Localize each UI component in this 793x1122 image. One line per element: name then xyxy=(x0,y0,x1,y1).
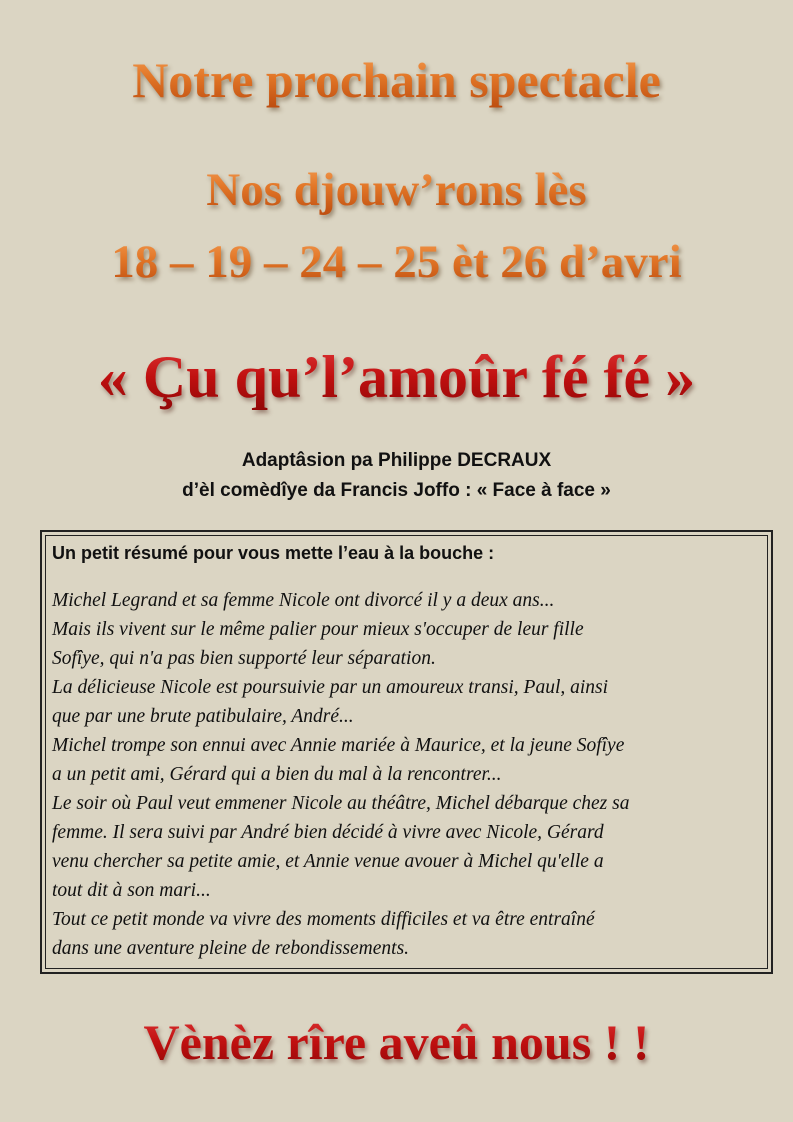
summary-heading: Un petit résumé pour vous mette l’eau à la bouche : xyxy=(52,543,495,563)
summary-line: La délicieuse Nicole est poursuivie par un amoureux transi, Paul, ainsi xyxy=(52,677,609,698)
performance-dates: 18 – 19 – 24 – 25 èt 26 d’avri xyxy=(0,232,793,292)
summary-line: femme. Il sera suivi par André bien décidé à vivre avec Nicole, Gérard xyxy=(52,822,604,843)
dates-intro: Nos djouw’rons lès xyxy=(0,160,793,220)
summary-text xyxy=(52,586,761,963)
summary-line: dans une aventure pleine de rebondissements. xyxy=(52,938,410,959)
summary-line: Sofîye, qui n'a pas bien supporté leur séparation. xyxy=(52,648,436,669)
summary-line: tout dit à son mari... xyxy=(52,880,211,901)
summary-line: Michel Legrand et sa femme Nicole ont divorcé il y a deux ans... xyxy=(52,590,555,611)
summary-box xyxy=(40,530,773,974)
closing-invitation: Vènèz rîre aveû nous ! ! xyxy=(0,1010,793,1074)
summary-line: venu chercher sa petite amie, et Annie venue avouer à Michel qu'elle a xyxy=(52,851,604,872)
original-play-credit: d’èl comèdîye da Francis Joffo : « Face à face » xyxy=(182,480,611,501)
summary-line: a un petit ami, Gérard qui a bien du mal à la rencontrer... xyxy=(52,764,502,785)
play-title: « Çu qu’l’amoûr fé fé » xyxy=(0,340,793,414)
page-title: Notre prochain spectacle xyxy=(0,48,793,112)
summary-line: Mais ils vivent sur le même palier pour mieux s'occuper de leur fille xyxy=(52,619,584,640)
adaptation-credit: Adaptâsion pa Philippe DECRAUX xyxy=(241,450,552,471)
summary-line: Le soir où Paul veut emmener Nicole au théâtre, Michel débarque chez sa xyxy=(52,793,630,814)
summary-line: Tout ce petit monde va vivre des moments difficiles et va être entraîné xyxy=(52,909,595,930)
summary-line: Michel trompe son ennui avec Annie mariée à Maurice, et la jeune Sofîye xyxy=(52,735,625,756)
summary-inner-frame xyxy=(45,535,768,969)
summary-line: que par une brute patibulaire, André... xyxy=(52,706,354,727)
